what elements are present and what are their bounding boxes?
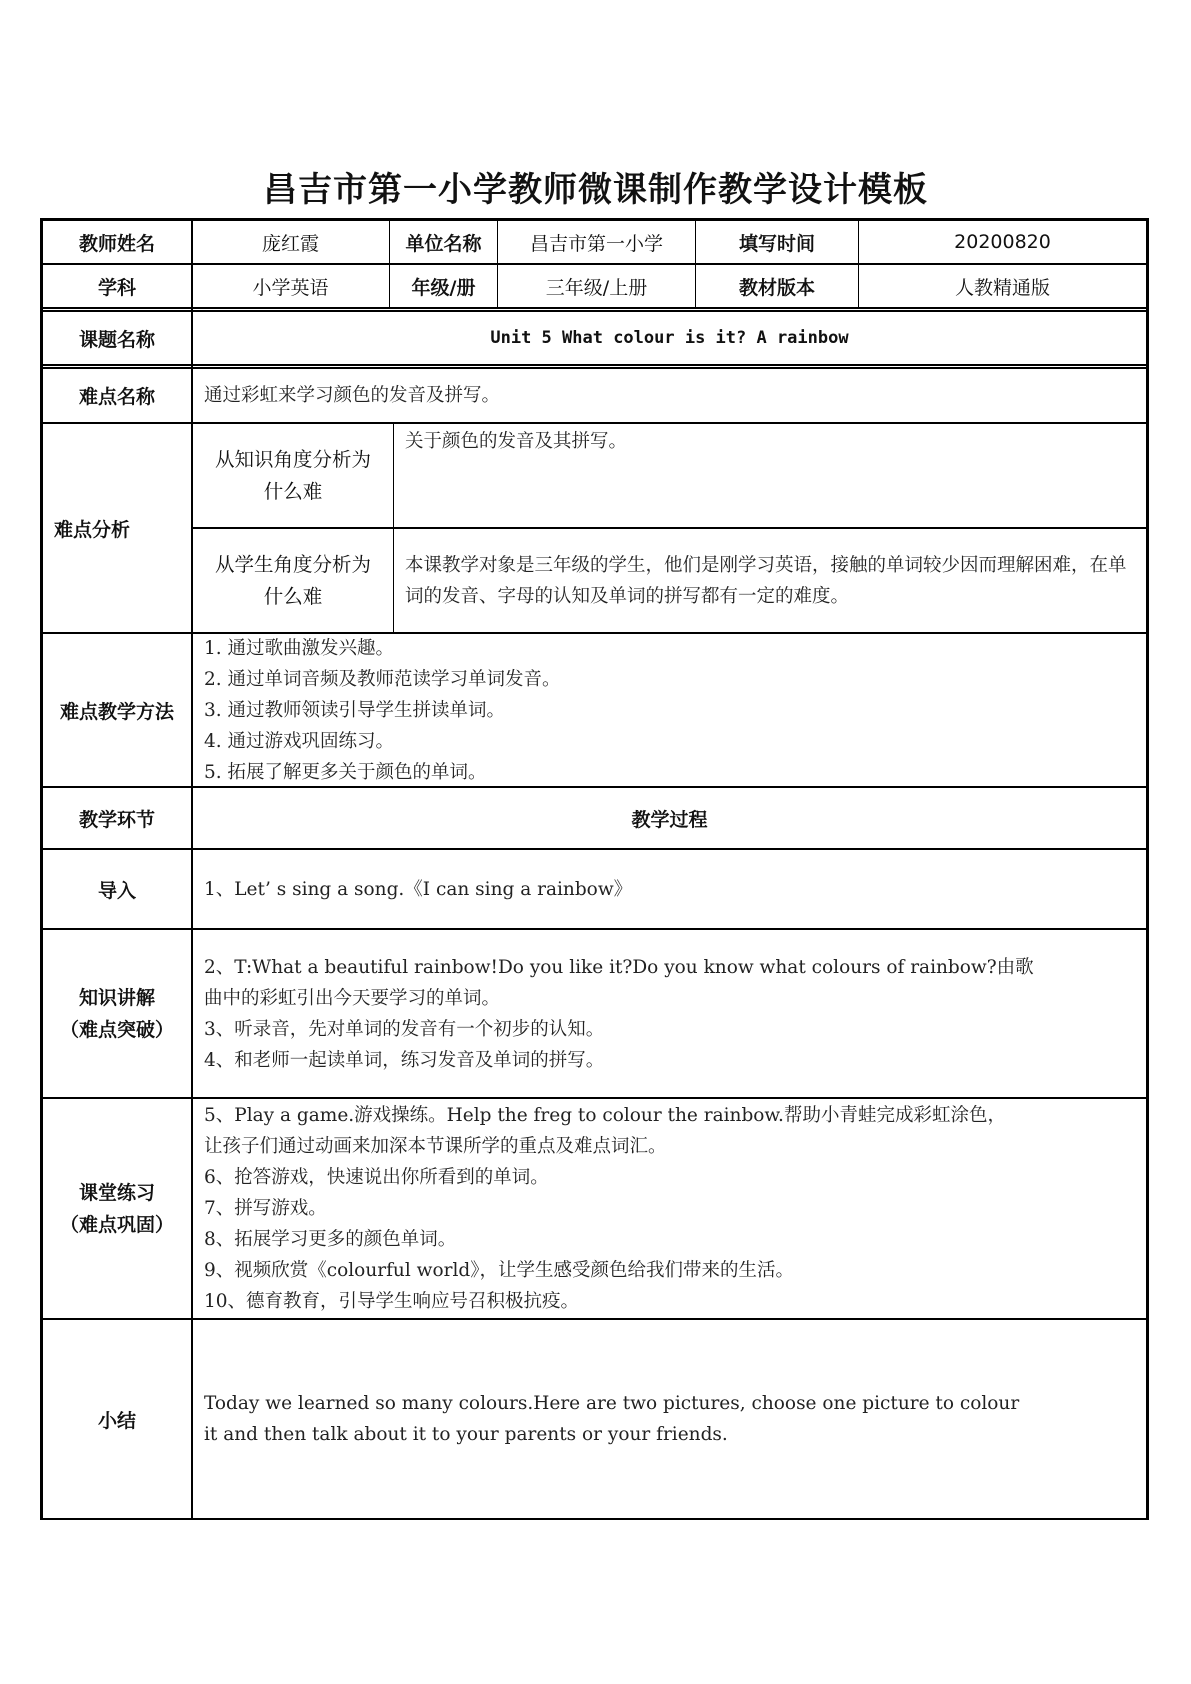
table-border-right bbox=[1146, 218, 1149, 1520]
grade-value: 三年级/上册 bbox=[545, 276, 648, 299]
stage-line: 4、和老师一起读单词，练习发音及单词的拼写。 bbox=[204, 1049, 605, 1071]
knowledge-angle-label bbox=[200, 424, 386, 527]
stage-line: 6、抢答游戏，快速说出你所看到的单词。 bbox=[204, 1167, 549, 1188]
stage-summary-label: 小结 bbox=[97, 1409, 136, 1432]
unit-label: 单位名称 bbox=[405, 232, 482, 255]
stage-summary-content bbox=[204, 1320, 1146, 1518]
method-item: 1. 通过歌曲激发兴趣。 bbox=[204, 637, 395, 659]
stage-line: 7、拼写游戏。 bbox=[204, 1198, 327, 1219]
col-divider bbox=[393, 423, 394, 632]
student-angle-label bbox=[200, 529, 386, 632]
stage-knowledge-line1: 知识讲解 bbox=[78, 986, 155, 1009]
stage-practice-content bbox=[204, 1099, 1146, 1318]
stage-practice-line1: 课堂练习 bbox=[78, 1181, 155, 1204]
stage-line: 10、德育教育，引导学生响应号召积极抗疫。 bbox=[204, 1291, 580, 1312]
difficulty-analysis-label: 难点分析 bbox=[54, 518, 131, 541]
method-item: 2. 通过单词音频及教师范读学习单词发音。 bbox=[204, 668, 561, 690]
stage-practice-line2: （难点巩固） bbox=[59, 1213, 174, 1236]
methods-list bbox=[204, 633, 561, 788]
row-divider bbox=[40, 307, 1148, 309]
difficulty-name-value: 通过彩虹来学习颜色的发音及拼写。 bbox=[204, 385, 501, 406]
col-divider bbox=[191, 219, 193, 1519]
stage-line: Today we learned so many colours.Here are two pictures, choose one picture to colour bbox=[204, 1393, 1020, 1414]
table-border-bottom bbox=[40, 1518, 1149, 1520]
date-value: 20200820 bbox=[954, 231, 1051, 253]
stage-line: 曲中的彩虹引出今天要学习的单词。 bbox=[204, 987, 501, 1009]
stage-intro-content bbox=[204, 850, 1144, 928]
teaching-methods-list bbox=[204, 634, 1144, 786]
method-item: 4. 通过游戏巩固练习。 bbox=[204, 730, 395, 752]
stage-knowledge-line2: （难点突破） bbox=[59, 1018, 174, 1041]
stage-line: 让孩子们通过动画来加深本节课所学的重点及难点词汇。 bbox=[204, 1136, 667, 1157]
teaching-methods-label: 难点教学方法 bbox=[59, 700, 174, 723]
stage-line: 1、Let’ s sing a song.《I can sing a rainbow》 bbox=[204, 878, 633, 900]
stage-line: 3、听录音，先对单词的发音有一个初步的认知。 bbox=[204, 1018, 605, 1040]
stage-line: 8、拓展学习更多的颜色单词。 bbox=[204, 1229, 457, 1250]
topic-value: Unit 5 What colour is it? A rainbow bbox=[490, 328, 849, 348]
stage-knowledge-content bbox=[204, 930, 1146, 1097]
edition-label: 教材版本 bbox=[738, 276, 815, 299]
document-title: 昌吉市第一小学教师微课制作教学设计模板 bbox=[263, 170, 928, 210]
stage-line: 9、视频欣赏《colourful world》，让学生感受颜色给我们带来的生活。 bbox=[204, 1260, 794, 1281]
topic-label: 课题名称 bbox=[78, 328, 155, 351]
grade-label: 年级/册 bbox=[411, 276, 476, 299]
student-angle-text: 从学生角度分析为什么难 bbox=[214, 552, 371, 608]
teacher-name-label: 教师姓名 bbox=[78, 232, 155, 255]
subject-label: 学科 bbox=[97, 276, 136, 299]
date-label: 填写时间 bbox=[738, 232, 815, 255]
edition-value: 人教精通版 bbox=[954, 276, 1050, 299]
method-item: 5. 拓展了解更多关于颜色的单词。 bbox=[204, 761, 487, 783]
stage-line: 2、T:What a beautiful rainbow!Do you like it?Do you know what colours of rainbow?由歌 bbox=[204, 956, 1034, 978]
knowledge-angle-text: 从知识角度分析为什么难 bbox=[214, 447, 371, 503]
method-item: 3. 通过教师领读引导学生拼读单词。 bbox=[204, 699, 506, 721]
subject-value: 小学英语 bbox=[252, 276, 329, 299]
stage-line: it and then talk about it to your parents or your friends. bbox=[204, 1424, 728, 1445]
process-header: 教学过程 bbox=[631, 808, 708, 831]
difficulty-name-label: 难点名称 bbox=[78, 386, 155, 408]
row-divider bbox=[40, 364, 1148, 366]
student-angle-value: 本课教学对象是三年级的学生，他们是刚学习英语，接触的单词较少因而理解困难，在单词的发音、字母的认知及单词的拼写都有一定的难度。 bbox=[405, 554, 1127, 607]
unit-value: 昌吉市第一小学 bbox=[529, 232, 663, 255]
teacher-name-value: 庞红霞 bbox=[261, 232, 319, 255]
stage-practice-label bbox=[43, 1099, 191, 1318]
knowledge-angle-value: 关于颜色的发音及其拼写。 bbox=[405, 431, 628, 452]
stage-knowledge-label bbox=[43, 930, 191, 1097]
stage-line: 5、Play a game.游戏操练。Help the freg to colour the rainbow.帮助小青蛙完成彩虹涂色， bbox=[204, 1105, 1006, 1126]
stage-intro-label: 导入 bbox=[97, 879, 136, 902]
stage-header: 教学环节 bbox=[78, 808, 155, 831]
